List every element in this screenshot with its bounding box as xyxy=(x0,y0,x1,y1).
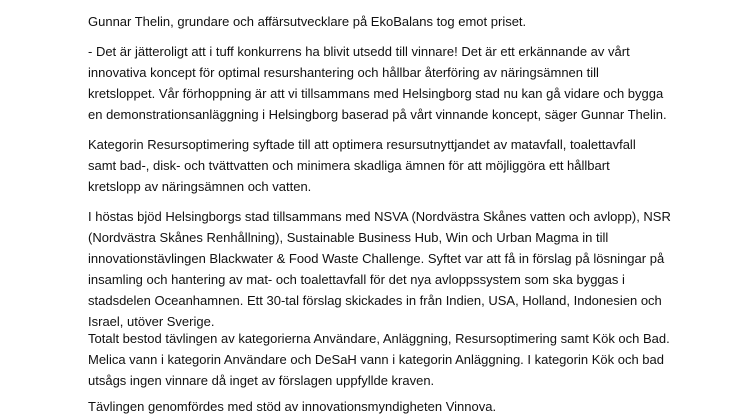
categories-paragraph-line-1: Totalt bestod tävlingen av kategorierna Användare, Anläggning, Resursoptimering samt Kök och Bad. xyxy=(88,331,670,346)
quote-paragraph-line-4: en demonstrationsanläggning i Helsingborg baserad på vårt vinnande koncept, säger Gunnar Thelin. xyxy=(88,107,667,122)
category-paragraph-line-1: Kategorin Resursoptimering syftade till att optimera resursutnyttjandet av matavfall, toalettavfall xyxy=(88,137,636,152)
competition-paragraph-line-4: insamling och hantering av mat- och toalettavfall för det nya avloppssystem som ska byggas i xyxy=(88,272,625,287)
quote-paragraph-line-1: - Det är jätteroligt att i tuff konkurrens ha blivit utsedd till vinnare! Det är ett erkännande av vårt xyxy=(88,44,630,59)
competition-paragraph-line-5: stadsdelen Oceanhamnen. Ett 30-tal förslag skickades in från Indien, USA, Holland, Indonesien och xyxy=(88,293,662,308)
competition-paragraph-line-1: I höstas bjöd Helsingborgs stad tillsammans med NSVA (Nordvästra Skånes vatten och avlopp), NSR xyxy=(88,209,671,224)
quote-paragraph-line-3: kretsloppet. Vår förhoppning är att vi tillsammans med Helsingborg stad nu kan gå vidare och bygga xyxy=(88,86,664,101)
quote-paragraph-line-2: innovativa koncept för optimal resurshantering och hållbar återföring av näringsämnen till xyxy=(88,65,599,80)
category-paragraph-line-2: samt bad-, disk- och tvättvatten och minimera skadliga ämnen för att möjliggöra ett hållbart xyxy=(88,158,610,173)
competition-paragraph-line-6: Israel, utöver Sverige. xyxy=(88,314,215,329)
competition-paragraph-line-3: innovationstävlingen Blackwater & Food Waste Challenge. Syftet var att få in förslag på lösningar på xyxy=(88,251,665,266)
category-paragraph-line-3: kretslopp av näringsämnen och vatten. xyxy=(88,179,312,194)
categories-paragraph-line-2: Melica vann i kategorin Användare och DeSaH vann i kategorin Anläggning. I kategorin Kök och bad xyxy=(88,352,664,367)
categories-paragraph-line-3: utsågs ingen vinnare då inget av förslagen uppfyllde kraven. xyxy=(88,373,435,388)
competition-paragraph-line-2: (Nordvästra Skånes Renhållning), Sustainable Business Hub, Win och Urban Magma in till xyxy=(88,230,609,245)
vinnova-paragraph-line-1: Tävlingen genomfördes med stöd av innovationsmyndigheten Vinnova. xyxy=(88,399,497,414)
paragraph-1-line-1: Gunnar Thelin, grundare och affärsutvecklare på EkoBalans tog emot priset. xyxy=(88,14,527,29)
